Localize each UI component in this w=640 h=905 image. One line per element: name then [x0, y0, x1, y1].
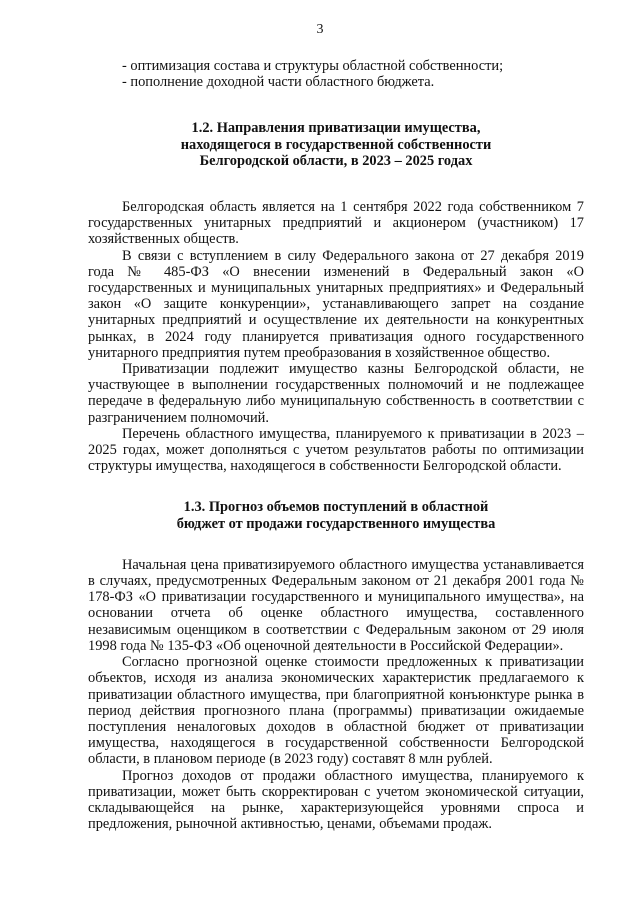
section-heading-1-3: [88, 499, 584, 531]
paragraph: Приватизации подлежит имущество казны Белгородской области, не участвующее в выполнении государственных полномочий и не подлежащее передаче в федеральную либо муниципальную собственность в соответствии с разграничением полномочий.: [88, 361, 584, 426]
paragraph: Белгородская область является на 1 сентября 2022 года собственником 7 государственных унитарных предприятий и акционером (участником) 17 хозяйственных обществ.: [88, 199, 584, 248]
heading-line: находящегося в государственной собственности: [180, 136, 492, 153]
paragraph: В связи с вступлением в силу Федерального закона от 27 декабря 2019 года № 485-ФЗ «О внесении изменений в Федеральный закон «О государственных и муниципальных унитарных предприятиях» и Федеральный закон «О защите конкуренции», устанавливающего запрет на создание унитарных предприятий и осуществление их деятельности на конкурентных рынках, в 2024 году планируется приватизация одного государственного унитарного предприятия путем преобразования в хозяйственное общество.: [88, 247, 584, 361]
heading-line: 1.2. Направления приватизации имущества,: [191, 120, 481, 137]
heading-line: 1.3. Прогноз объемов поступлений в областной: [183, 499, 489, 516]
section-heading-1-2: [88, 120, 584, 169]
page-content: [88, 58, 584, 832]
paragraph: Прогноз доходов от продажи областного имущества, планируемого к приватизации, может быть скорректирован с учетом экономической ситуации, складывающейся на рынке, характеризующейся уровнями спроса и предложения, рыночной активностью, ценами, объемами продаж.: [88, 767, 584, 833]
paragraph: Перечень областного имущества, планируемого к приватизации в 2023 – 2025 годах, может дополняться с учетом результатов работы по оптимизации структуры имущества, находящегося в собственности Белгородской области.: [88, 425, 584, 475]
page-number: 3: [316, 22, 324, 37]
heading-line: Белгородской области, в 2023 – 2025 годах: [199, 152, 473, 169]
bullet-item: - пополнение доходной части областного бюджета.: [122, 74, 435, 91]
bullet-item: - оптимизация состава и структуры областной собственности;: [122, 58, 504, 74]
paragraph: Согласно прогнозной оценке стоимости предложенных к приватизации объектов, исходя из анализа экономических характеристик предлагаемого к приватизации областного имущества, при благоприятной конъюнктуре рынка в период действия прогнозного плана (программы) приватизации ожидаемые поступления неналоговых доходов в областной бюджет от приватизации имущества, находящегося в государственной собственности Белгородской области, в плановом периоде (в 2023 году) составят 8 млн рублей.: [88, 654, 584, 768]
heading-line: бюджет от продажи государственного имущества: [176, 515, 496, 532]
paragraph: Начальная цена приватизируемого областного имущества устанавливается в случаях, предусмотренных Федеральным законом от 21 декабря 2001 года № 178-ФЗ «О приватизации государственного и муниципального имущества», на основании отчета об оценке областного имущества, составленного независимым оценщиком в соответствии с Федеральным законом от 29 июля 1998 года № 135-ФЗ «Об оценочной деятельности в Российской Федерации».: [88, 556, 584, 654]
